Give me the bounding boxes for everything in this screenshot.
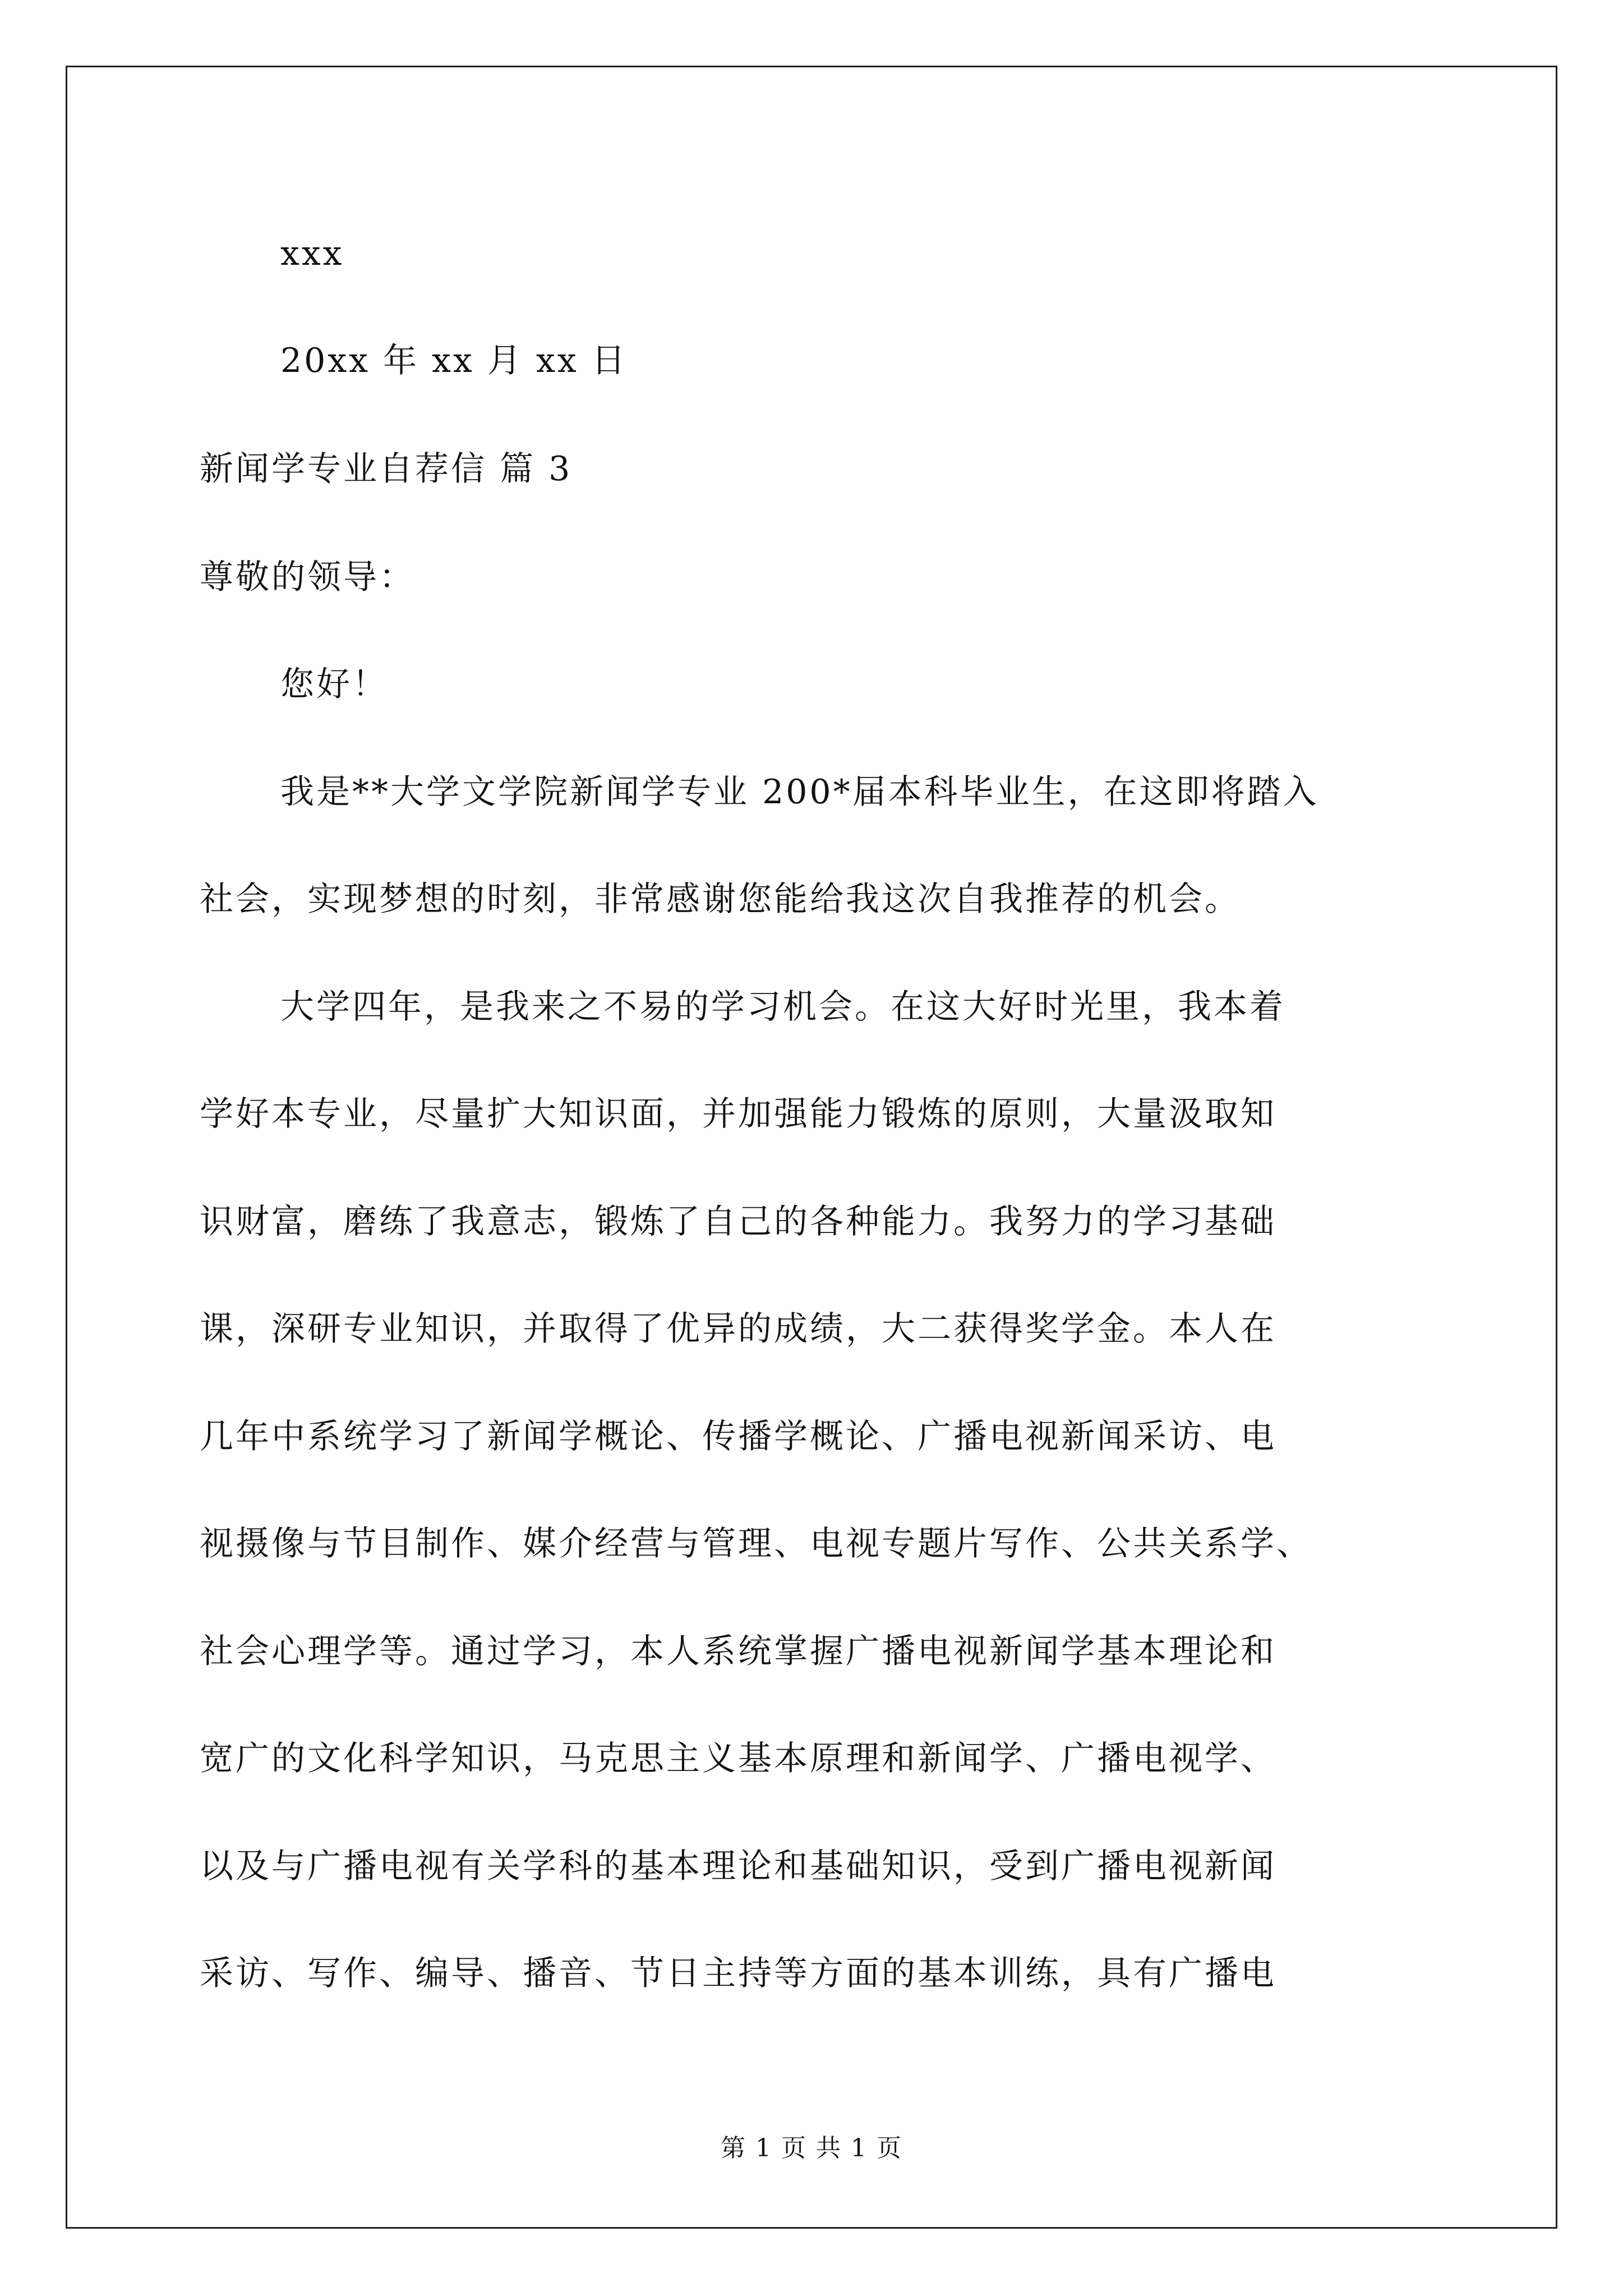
greeting: 您好！ — [280, 665, 388, 704]
signature-date: 20xx 年 xx 月 xx 日 — [280, 341, 628, 380]
paragraph-line: 大学四年，是我来之不易的学习机会。在这大好时光里，我本着 — [280, 987, 1285, 1027]
paragraph-line: 宽广的文化科学知识，马克思主义基本原理和新闻学、广播电视学、 — [200, 1739, 1276, 1778]
paragraph-line: 学好本专业，尽量扩大知识面，并加强能力锻炼的原则，大量汲取知 — [200, 1094, 1276, 1134]
page-border — [66, 66, 1557, 2229]
paragraph-line: 我是**大学文学院新闻学专业 200*届本科毕业生，在这即将踏入 — [280, 772, 1319, 812]
signature-name: xxx — [280, 234, 344, 273]
salutation: 尊敬的领导： — [200, 558, 415, 597]
paragraph-line: 视摄像与节目制作、媒介经营与管理、电视专题片写作、公共关系学、 — [200, 1524, 1312, 1563]
paragraph-line: 以及与广播电视有关学科的基本理论和基础知识，受到广播电视新闻 — [200, 1847, 1276, 1886]
paragraph-line: 社会心理学等。通过学习，本人系统掌握广播电视新闻学基本理论和 — [200, 1632, 1276, 1671]
paragraph-line: 识财富，磨练了我意志，锻炼了自己的各种能力。我努力的学习基础 — [200, 1202, 1276, 1241]
section-title: 新闻学专业自荐信 篇 3 — [200, 449, 573, 489]
paragraph-line: 采访、写作、编导、播音、节日主持等方面的基本训练，具有广播电 — [200, 1954, 1276, 1993]
paragraph-line: 几年中系统学习了新闻学概论、传播学概论、广播电视新闻采访、电 — [200, 1417, 1276, 1456]
paragraph-line: 社会，实现梦想的时刻，非常感谢您能给我这次自我推荐的机会。 — [200, 880, 1241, 919]
paragraph-line: 课，深研专业知识，并取得了优异的成绩，大二获得奖学金。本人在 — [200, 1309, 1276, 1349]
page-footer: 第 1 页 共 1 页 — [721, 2134, 902, 2162]
